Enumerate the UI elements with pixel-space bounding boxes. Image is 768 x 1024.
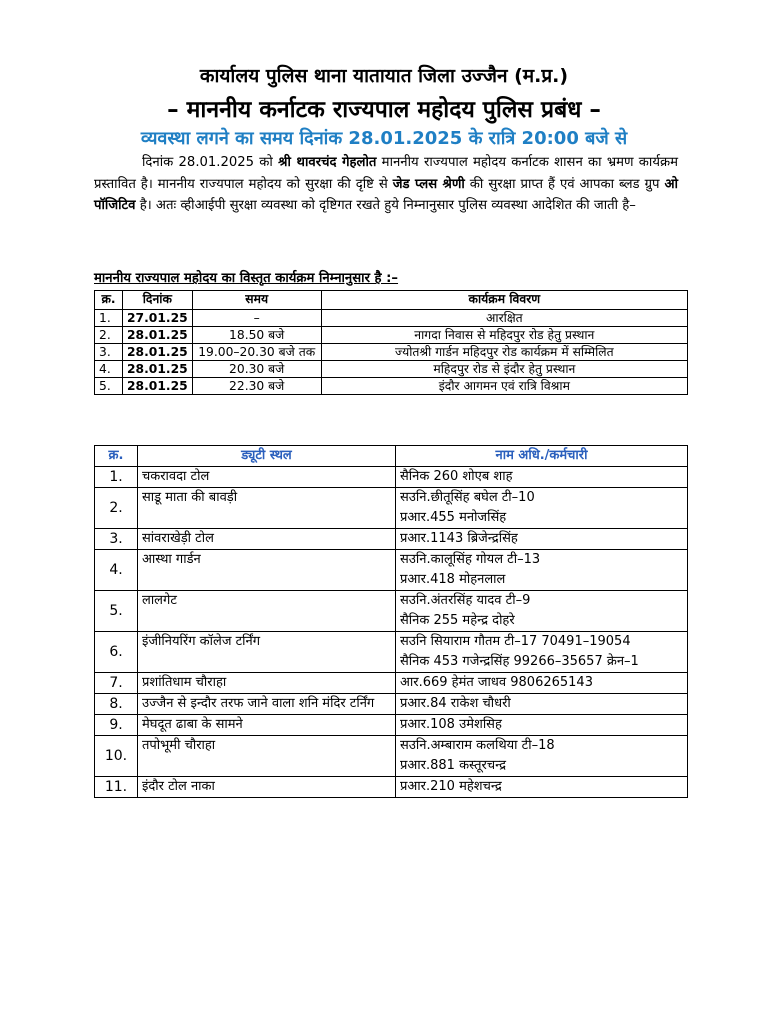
staff: प्रआर.210 महेशचन्द्र xyxy=(396,777,688,798)
duty-place: इंजीनियरिंग कॉलेज टर्निंग xyxy=(138,632,396,673)
col-staff: नाम अधि./कर्मचारी xyxy=(396,446,688,467)
duty-place: चकरावदा टोल xyxy=(138,467,396,488)
col-details: कार्यक्रम विवरण xyxy=(321,291,687,310)
duty-place: आस्था गार्डन xyxy=(138,550,396,591)
staff: सउनि.कालूसिंह गोयल टी–13 प्रआर.418 मोहनलाल xyxy=(396,550,688,591)
duty-row xyxy=(95,591,688,632)
staff: प्रआर.108 उमेशसिह xyxy=(396,715,688,736)
duty-place: सांवराखेड़ी टोल xyxy=(138,529,396,550)
duty-table xyxy=(94,445,688,798)
program-row xyxy=(95,361,688,378)
sno: 10. xyxy=(95,736,138,777)
col-sno: क्र. xyxy=(95,291,123,310)
sno: 9. xyxy=(95,715,138,736)
duty-place: साडू माता की बावड़ी xyxy=(138,488,396,529)
duty-place: उज्जैन से इन्दौर तरफ जाने वाला शनि मंदिर टर्निंग xyxy=(138,694,396,715)
program-header-row xyxy=(95,291,688,310)
staff: सैनिक 260 शोएब शाह xyxy=(396,467,688,488)
duty-header-row xyxy=(95,446,688,467)
staff: आर.669 हेमंत जाधव 9806265143 xyxy=(396,673,688,694)
sno: 5. xyxy=(95,378,123,395)
sno: 3. xyxy=(95,344,123,361)
date: 28.01.25 xyxy=(123,327,193,344)
sno: 1. xyxy=(95,467,138,488)
staff: सउनि.अंतरसिंह यादव टी–9 सैनिक 255 महेन्द्र दोहरे xyxy=(396,591,688,632)
duty-row xyxy=(95,673,688,694)
program-heading: माननीय राज्यपाल महोदय का विस्तृत कार्यक्रम निम्नानुसार है :– xyxy=(94,271,399,286)
duty-row xyxy=(95,467,688,488)
staff: सउनि.अम्बाराम कलथिया टी–18 प्रआर.881 कस्तूरचन्द्र xyxy=(396,736,688,777)
sno: 5. xyxy=(95,591,138,632)
duty-place: प्रशांतिधाम चौराहा xyxy=(138,673,396,694)
sno: 11. xyxy=(95,777,138,798)
col-duty-place: ड्यूटी स्थल xyxy=(138,446,396,467)
duty-place: इंदौर टोल नाका xyxy=(138,777,396,798)
program-row xyxy=(95,310,688,327)
details: इंदौर आगमन एवं रात्रि विश्राम xyxy=(321,378,687,395)
sno: 2. xyxy=(95,488,138,529)
duty-row xyxy=(95,488,688,529)
program-row xyxy=(95,327,688,344)
duty-place: मेघदूत ढाबा के सामने xyxy=(138,715,396,736)
details: नागदा निवास से महिदपुर रोड हेतु प्रस्थान xyxy=(321,327,687,344)
time: 19.00–20.30 बजे तक xyxy=(192,344,321,361)
details: आरक्षित xyxy=(321,310,687,327)
sno: 4. xyxy=(95,361,123,378)
col-date: दिनांक xyxy=(123,291,193,310)
duty-row xyxy=(95,777,688,798)
time: 22.30 बजे xyxy=(192,378,321,395)
duty-row xyxy=(95,529,688,550)
duty-place: लालगेट xyxy=(138,591,396,632)
duty-row xyxy=(95,550,688,591)
sno: 8. xyxy=(95,694,138,715)
office-heading: कार्यालय पुलिस थाना यातायात जिला उज्जैन (म.प्र.) xyxy=(199,65,569,87)
sno: 2. xyxy=(95,327,123,344)
time: 20.30 बजे xyxy=(192,361,321,378)
duty-place: तपोभूमी चौराहा xyxy=(138,736,396,777)
sno: 3. xyxy=(95,529,138,550)
sno: 6. xyxy=(95,632,138,673)
sno: 4. xyxy=(95,550,138,591)
document-title: – माननीय कर्नाटक राज्यपाल महोदय पुलिस प्रबंध – xyxy=(167,97,601,123)
duty-row xyxy=(95,694,688,715)
staff: प्रआर.1143 ब्रिजेन्द्रसिंह xyxy=(396,529,688,550)
sno: 7. xyxy=(95,673,138,694)
duty-row xyxy=(95,632,688,673)
date: 28.01.25 xyxy=(123,378,193,395)
staff: सउनि सियाराम गौतम टी–17 70491–19054 सैनिक 453 गजेन्द्रसिंह 99266–35657 क्रेन–1 xyxy=(396,632,688,673)
program-row xyxy=(95,344,688,361)
date: 27.01.25 xyxy=(123,310,193,327)
details: ज्योतश्री गार्डन महिदपुर रोड कार्यक्रम में सम्मिलित xyxy=(321,344,687,361)
security-category: जेड प्लस श्रेणी xyxy=(392,176,465,192)
duty-row xyxy=(95,715,688,736)
program-table xyxy=(94,290,688,395)
governor-name: श्री थावरचंद गेहलोत xyxy=(278,155,377,170)
intro-paragraph: दिनांक 28.01.2025 को श्री थावरचंद गेहलोत माननीय राज्यपाल महोदय कर्नाटक शासन का भ्रमण कार्यक्रम प्रस्तावित है। माननीय राज्यपाल महोदय को सुरक्षा की दृष्टि से जेड प्लस श्रेणी की सुरक्षा प्राप्त हैं एवं आपका ब्लड ग्रुप ओ पॉजिटिव है। अतः व्हीआईपी सुरक्षा व्यवस्था को दृष्टिगत रखते हुये निम्नानुसार पुलिस व्यवस्था आदेशित की जाती है– xyxy=(94,155,679,213)
blood-group: ओ पॉजिटिव xyxy=(94,176,679,213)
date: 28.01.25 xyxy=(123,344,193,361)
program-row xyxy=(95,378,688,395)
staff: सउनि.छीतूसिंह बघेल टी–10 प्रआर.455 मनोजसिंह xyxy=(396,488,688,529)
sno: 1. xyxy=(95,310,123,327)
staff: प्रआर.84 राकेश चौधरी xyxy=(396,694,688,715)
col-time: समय xyxy=(192,291,321,310)
details: महिदपुर रोड से इंदौर हेतु प्रस्थान xyxy=(321,361,687,378)
time: – xyxy=(192,310,321,327)
timing-subtitle: व्यवस्था लगने का समय दिनांक 28.01.2025 के रात्रि 20:00 बजे से xyxy=(140,128,628,149)
time: 18.50 बजे xyxy=(192,327,321,344)
duty-row xyxy=(95,736,688,777)
date: 28.01.25 xyxy=(123,361,193,378)
col-sno: क्र. xyxy=(95,446,138,467)
